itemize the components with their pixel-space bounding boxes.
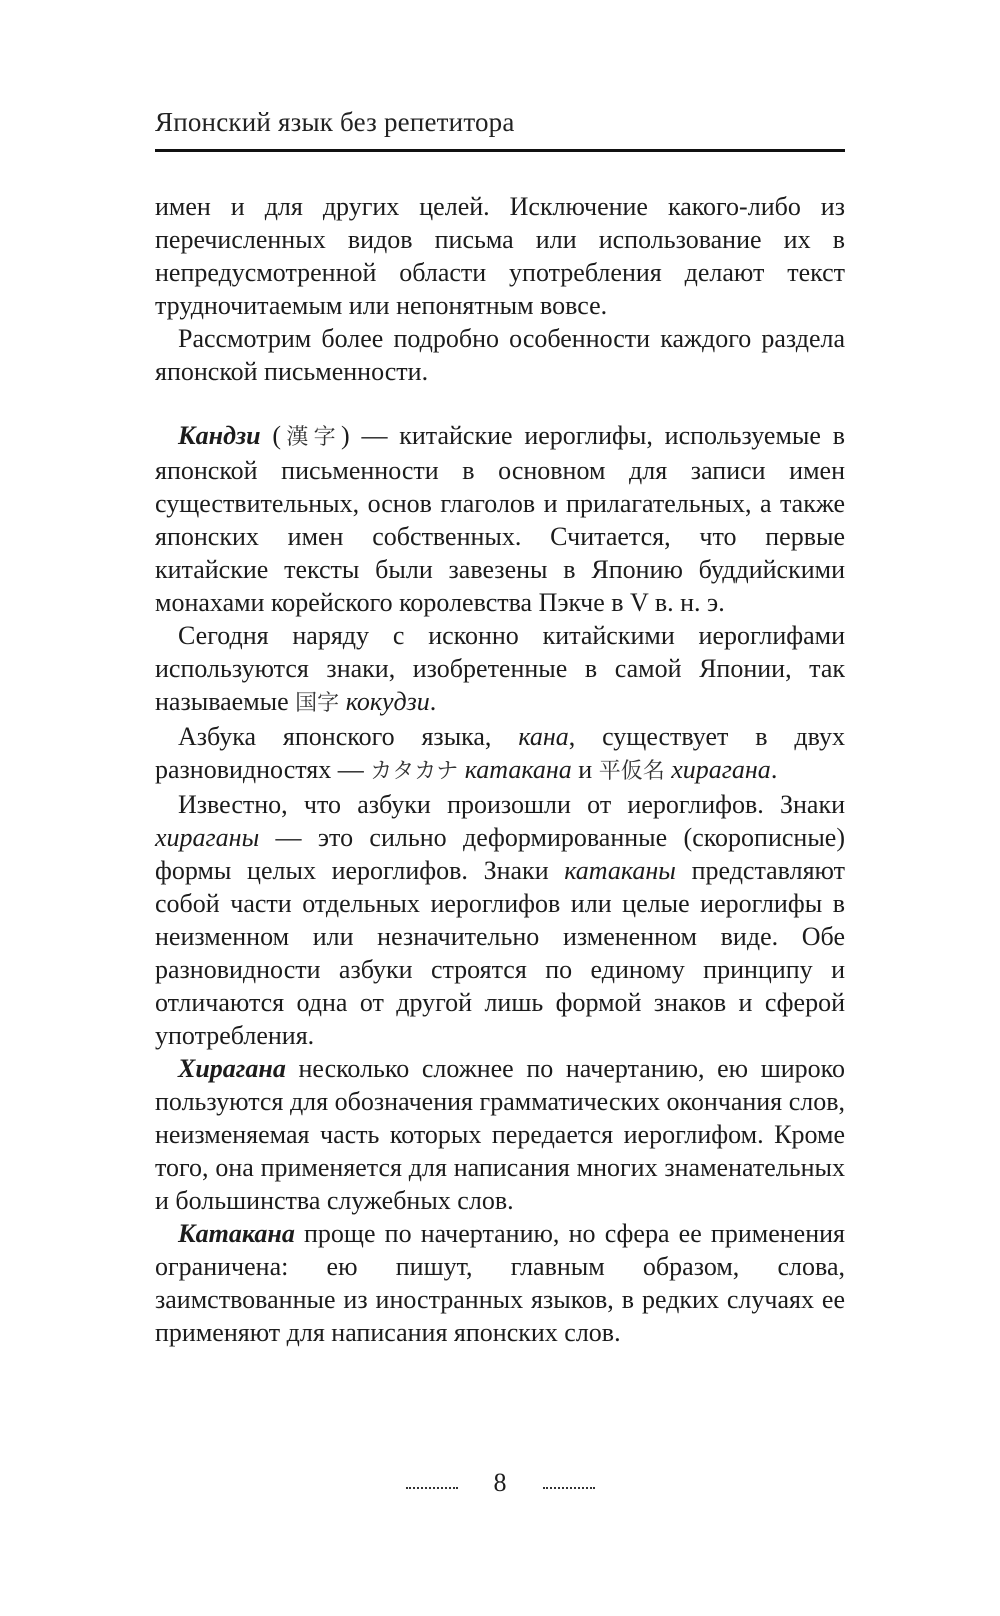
page-footer: [0, 1467, 1000, 1499]
kokuji-end: .: [429, 687, 437, 716]
kokuji-text: Сегодня наряду с исконно китайскими иероглифами используются знаки, изобретенные в самой Японии, так называемые: [155, 621, 845, 716]
kana-text-2: , существует в двух разновидностях —: [155, 722, 845, 784]
kanji-description: — китайские иероглифы, используемые в японской письменности в основном для записи имен существительных, основ глаголов и прилагательных, а также японских имен собственных. Считается, что первые китайские тексты были завезены в Японию буддийскими монахами корейского королевства Пэкче в V в. н. э.: [155, 421, 845, 617]
katakana-description: проще по начертанию, но сфера ее применения ограничена: ею пишут, главным образом, слова, заимствованные из иностранных языков, в редких случаях ее применяют для написания японских слов.: [155, 1219, 845, 1347]
hiragana-characters: 平仮名: [598, 759, 665, 784]
kokuji-term: кокудзи: [345, 687, 430, 716]
hiragana-description: несколько сложнее по начертанию, ею широко пользуются для обозначения грамматических окончания слов, неизменяемая часть которых передается иероглифом. Кроме того, она применяется для написания многих знаменательных и большинства служебных слов.: [155, 1054, 845, 1215]
paragraph-intro: Рассмотрим более подробно особенности каждого раздела японской письменности.: [155, 324, 845, 386]
katakany-term: катаканы: [564, 856, 676, 885]
running-head: Японский язык без репетитора: [155, 107, 515, 137]
hiragany-term: хираганы: [155, 823, 260, 852]
term-hiragana: Хирагана: [178, 1054, 286, 1083]
hiragana-term: хирагана: [671, 755, 771, 784]
paragraph-hiragana: [155, 1052, 845, 1217]
paragraph-kana: [155, 720, 845, 788]
kanji-characters: 漢字: [281, 425, 341, 450]
kana-and: и: [571, 755, 599, 784]
kana-term: кана: [518, 722, 569, 751]
term-katakana: Катакана: [178, 1219, 295, 1248]
origin-text-3: представляют собой части отдельных иероглифов или целые иероглифы в неизменном или незначительно измененном виде. Обе разновидности азбуки строятся по единому принципу и отличаются одна от другой лишь формой знаков и сферой употребления.: [155, 856, 845, 1050]
paragraph-continuation: имен и для других целей. Исключение какого-либо из перечисленных видов письма или использование их в непредусмотренной области употребления делают текст трудночитаемым или непонятным вовсе.: [155, 192, 845, 320]
paragraph-katakana: [155, 1217, 845, 1349]
kana-end: .: [770, 755, 778, 784]
katakana-term: катакана: [464, 755, 572, 784]
origin-text-2: — это сильно деформированные (скорописные) формы целых иероглифов. Знаки: [155, 823, 845, 885]
paragraph-kokuji: [155, 619, 845, 720]
footer-dots-left: [406, 1485, 458, 1489]
kana-text-1: Азбука японского языка,: [178, 722, 519, 751]
page-number: 8: [493, 1468, 507, 1497]
kokuji-characters: 国字: [295, 691, 340, 716]
paragraph-origin: [155, 788, 845, 1052]
body-text: [155, 190, 845, 1349]
header-rule: [155, 149, 845, 152]
origin-text-1: Известно, что азбуки произошли от иероглифов. Знаки: [178, 790, 845, 819]
katakana-characters: カタカナ: [370, 759, 459, 784]
footer-dots-right: [543, 1485, 595, 1489]
paragraph-kanji: Кандзи (漢字) — китайские иероглифы, используемые в японской письменности в основном для записи имен существительных, основ глаголов и прилагательных, а также японских имен собственных. Считается, что первые китайские тексты были завезены в Японию буддийскими монахами корейского королевства Пэкче в V в. н. э.: [155, 421, 845, 617]
term-kanji: Кандзи: [178, 421, 261, 450]
